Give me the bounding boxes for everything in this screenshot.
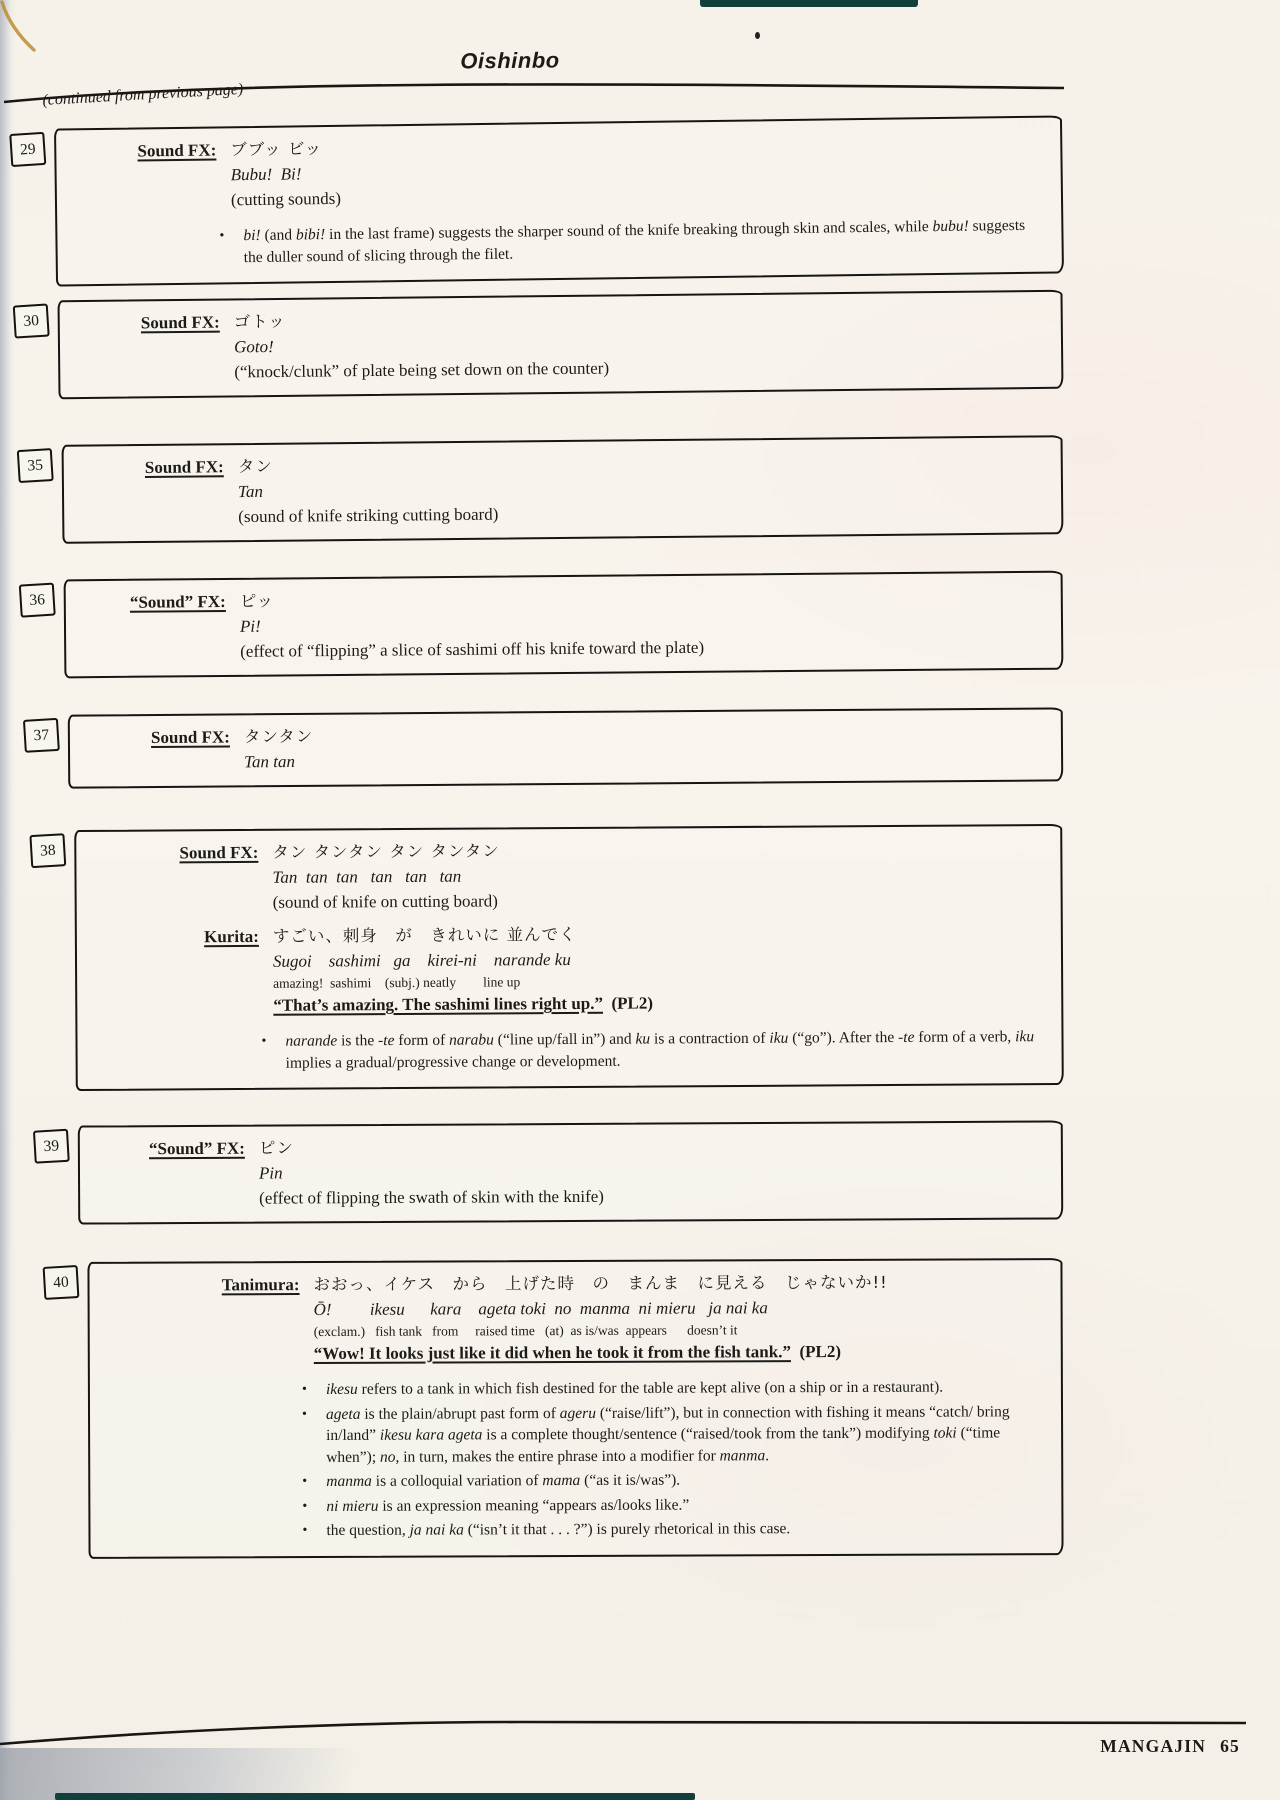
fx-romaji: Goto!: [233, 337, 274, 357]
fx-romaji: Pi!: [239, 616, 261, 636]
speaker-name-spacer: [114, 1359, 314, 1360]
panel-row: [43, 1120, 1064, 1224]
panel-row: [39, 824, 1064, 1091]
fx-label: Sound FX:: [150, 727, 230, 748]
fx-japanese: タン タンタン タン タンタン: [272, 841, 500, 862]
speaker-name-spacer: [101, 1011, 273, 1012]
panel-number-badge: 29: [9, 132, 46, 167]
speaker-name: Tanimura:: [221, 1275, 300, 1295]
note-bullet: [302, 1376, 1045, 1400]
fx-label: “Sound” FX:: [129, 591, 226, 612]
panel-number-badge: 38: [29, 833, 66, 868]
panel-box: [64, 571, 1064, 679]
speaker-block: [113, 1269, 1044, 1367]
fx-label: Sound FX:: [144, 457, 224, 478]
fx-japanese: タン: [237, 456, 273, 477]
note-text: ni mieru is an expression meaning “appears as/looks like.”: [326, 1496, 690, 1515]
panel-row: [22, 290, 1064, 400]
fx-japanese: ピン: [258, 1138, 294, 1158]
fx-japanese: ブブッ ビッ: [230, 139, 323, 160]
dialogue-japanese: すごい、刺身 が きれいに 並んでく: [272, 924, 577, 946]
panel-box: [74, 824, 1064, 1091]
note-text: ikesu refers to a tank in which fish destined for the table are kept alive (on a ship or in a restaurant).: [325, 1378, 944, 1398]
fx-label-spacer: [104, 1179, 259, 1180]
fx-label-spacer: [90, 632, 240, 633]
panel-box: [68, 707, 1064, 788]
dialogue-romaji: Ō! ikesu kara ageta toki no manma ni mieru ja nai ka: [313, 1298, 768, 1320]
panel-box: [54, 115, 1064, 286]
panel-row: [52, 1258, 1063, 1558]
panel-number-badge: 30: [13, 303, 50, 338]
note-bullet: [302, 1468, 1045, 1492]
panel-number-badge: 35: [17, 448, 54, 483]
panel-number-badge: 40: [43, 1265, 80, 1300]
speaker-name: Kurita:: [204, 926, 259, 947]
panel-number-badge: 39: [33, 1129, 70, 1164]
fx-romaji: Bubu! Bi!: [230, 164, 302, 185]
bullet-icon: •: [302, 1498, 308, 1514]
fx-romaji: Tan tan tan tan tan tan: [272, 866, 462, 887]
continued-note: (continued from previous page): [42, 80, 244, 109]
fx-japanese: ピッ: [239, 591, 275, 611]
note-list: [219, 215, 1045, 269]
dialogue-japanese: おおっ、イケス から 上げた時 の まんま に見える じゃないか!!: [313, 1272, 888, 1295]
fx-label-spacer: [88, 522, 238, 523]
bullet-icon: •: [302, 1474, 308, 1490]
fx-label: “Sound” FX:: [148, 1138, 245, 1159]
speaker-name-spacer: [101, 967, 273, 968]
fx-label: Sound FX:: [137, 140, 217, 161]
note-bullet: [219, 215, 1045, 269]
fx-label-spacer: [88, 497, 238, 498]
dialogue-translation: “That’s amazing. The sashimi lines right up.” (PL2): [273, 993, 654, 1015]
panel-row: [19, 115, 1064, 286]
note-bullet: [261, 1026, 1045, 1074]
speaker-name-spacer: [114, 1336, 314, 1337]
politeness-level: (PL2): [799, 1341, 842, 1362]
note-list: [302, 1376, 1046, 1541]
scan-edge-bottom: [55, 1793, 695, 1800]
bullet-icon: •: [219, 228, 225, 244]
speaker-name-spacer: [101, 988, 273, 989]
ink-dot: [755, 32, 760, 39]
fx-description: (effect of flipping the swath of skin with the knife): [259, 1186, 604, 1208]
dialogue-romaji: Sugoi sashimi ga kirei-ni narande ku: [272, 949, 571, 971]
panel-row: [28, 571, 1064, 679]
note-bullet: [302, 1517, 1045, 1541]
bullet-icon: •: [302, 1523, 308, 1539]
panel-number-badge: 36: [19, 583, 56, 618]
fx-japanese: タンタン: [243, 726, 314, 747]
speaker-block: [101, 919, 1046, 1019]
fx-description: (sound of knife striking cutting board): [238, 504, 499, 527]
fx-description: (“knock/clunk” of plate being set down on the counter): [234, 358, 610, 382]
scan-edge-left: [0, 0, 16, 1800]
note-bullet: [302, 1401, 1045, 1468]
note-text: manma is a colloquial variation of mama (“as it is/was”).: [326, 1471, 681, 1490]
note-list: [261, 1026, 1045, 1074]
fx-romaji: Pin: [258, 1163, 283, 1183]
fx-description: (effect of “flipping” a slice of sashimi off his knife toward the plate): [240, 637, 705, 661]
fx-description: (cutting sounds): [230, 188, 342, 210]
panel-box: [58, 290, 1064, 400]
footer-brand: MANGAJIN: [1100, 1736, 1207, 1756]
footer-page-number: 65: [1220, 1736, 1240, 1756]
fx-label-spacer: [104, 1204, 259, 1205]
fx-label-spacer: [81, 205, 231, 207]
bullet-icon: •: [301, 1406, 307, 1422]
note-text: the question, ja nai ka (“isn’t it that . . . ?”) is purely rhetorical in this case.: [326, 1520, 791, 1539]
fx-label-spacer: [94, 767, 244, 768]
note-text: bi! (and bibi! in the last frame) suggests the sharper sound of the knife breaking through skin and scales, while bubu! suggests the duller sound of slicing through the filet.: [243, 216, 1026, 266]
fx-label-spacer: [84, 377, 234, 379]
speaker-name-spacer: [114, 1315, 314, 1316]
note-text: ageta is the plain/abrupt past form of ageru (“raise/lift”), but in connection with fishing it means “catch/ bring in/land” ikesu kara ageta is a complete thought/sentence (“raised/took from the tank”) modifying toki (“time when”); no, in turn, makes the entire phrase into a modifier for manma.: [325, 1402, 1010, 1466]
fx-romaji: Tan: [237, 481, 264, 502]
page-title: Oishinbo: [460, 47, 560, 74]
fx-label-spacer: [90, 657, 240, 658]
dialogue-gloss: (exclam.) fish tank from raised time (at) as is/was appears doesn’t it: [313, 1322, 738, 1340]
fx-label-spacer: [101, 908, 273, 909]
scan-corner-curve: [0, 0, 60, 60]
note-text: narande is the -te form of narabu (“line up/fall in”) and ku is a contraction of iku (“go”). After the -te form of a verb, iku implies a gradual/progressive change or development.: [285, 1028, 1035, 1072]
fx-label: Sound FX:: [140, 312, 220, 333]
dialogue-gloss: amazing! sashimi (subj.) neatly line up: [273, 974, 521, 991]
fx-label-spacer: [101, 883, 273, 884]
panel-number-badge: 37: [23, 718, 60, 753]
panel-row: [33, 707, 1064, 788]
fx-label-spacer: [84, 352, 234, 354]
fx-label-spacer: [81, 180, 231, 182]
panel-box: [62, 435, 1064, 544]
fx-description: (sound of knife on cutting board): [272, 891, 498, 912]
panel-box: [78, 1120, 1064, 1224]
dialogue-translation: “Wow! It looks just like it did when he took it from the fish tank.” (PL2): [313, 1341, 842, 1364]
fx-label: Sound FX:: [179, 842, 259, 863]
panel-list: [19, 122, 1063, 1557]
fx-romaji: Tan tan: [244, 751, 296, 772]
fx-japanese: ゴトッ: [233, 311, 286, 332]
note-bullet: [302, 1493, 1045, 1517]
bullet-icon: •: [301, 1382, 307, 1398]
panel-box: [87, 1258, 1063, 1558]
panel-row: [26, 435, 1064, 544]
politeness-level: (PL2): [611, 993, 654, 1013]
scan-edge-top: [700, 0, 918, 7]
bullet-icon: •: [261, 1033, 267, 1049]
